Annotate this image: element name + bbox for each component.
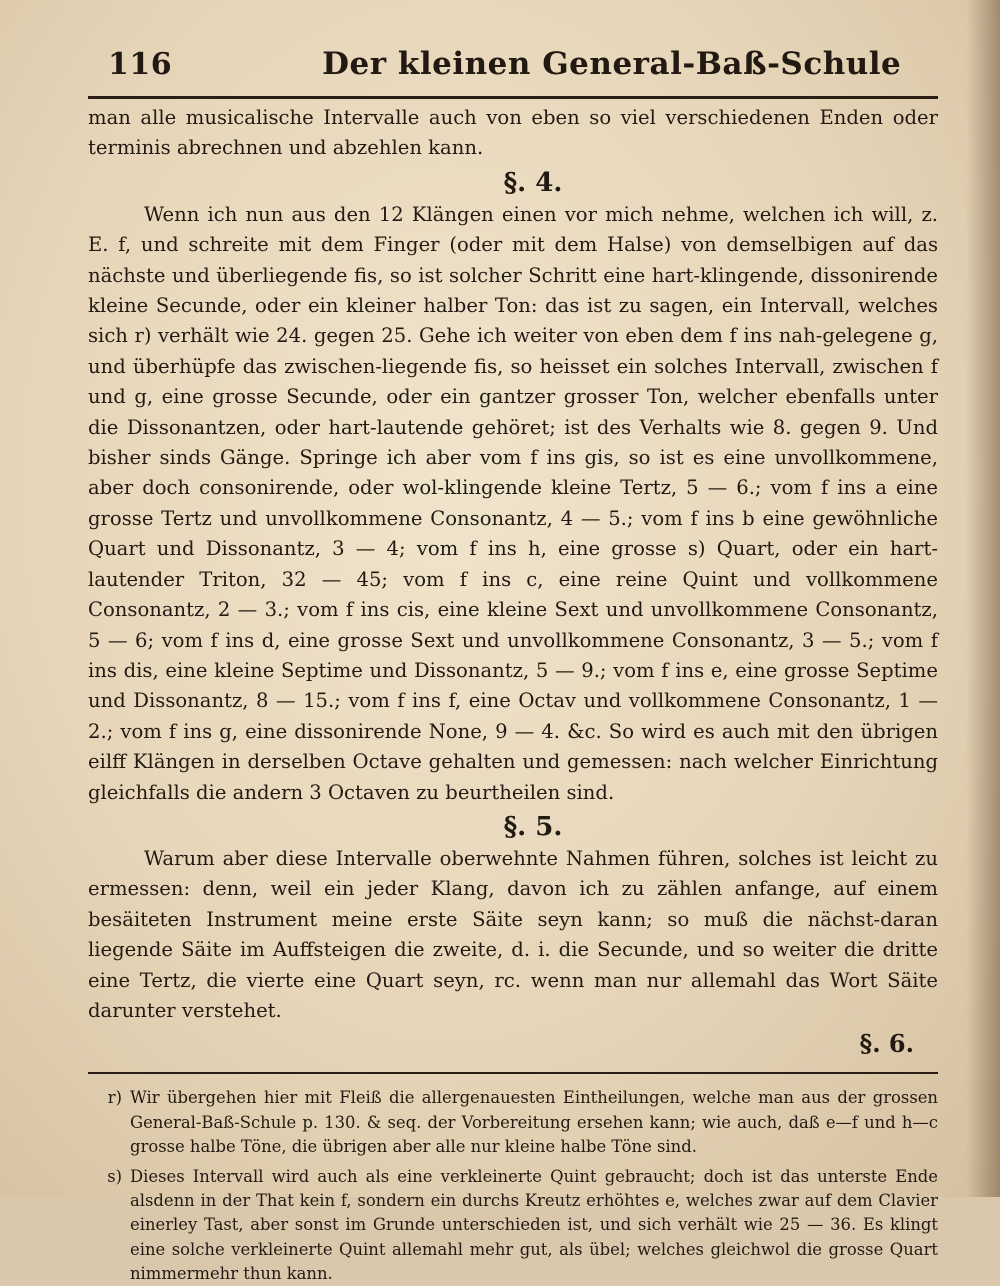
footnote-rule — [88, 1072, 938, 1074]
page-header — [88, 46, 938, 90]
section-4-text: Wenn ich nun aus den 12 Klängen einen vor mich nehme, welchen ich will, z. E. f, und schreite mit dem Finger (oder mit dem Halse) von demselbigen auf das nächste und überliegende fis, so ist solcher Schritt eine hart-klingende, dissonirende kleine Secunde, oder ein kleiner halber Ton: das ist zu sagen, ein Intervall, welches sich r) verhält wie 24. gegen 25. Gehe ich weiter von eben dem f ins nah-gelegene g, und überhüpfe das zwischen-liegende fis, so heisset ein solches Intervall, zwischen f und g, eine grosse Secunde, oder ein gantzer grosser Ton, welcher ebenfalls unter die Dissonantzen, oder hart-lautende gehöret; ist des Verhalts wie 8. gegen 9. Und bisher sinds Gänge. Springe ich aber vom f ins gis, so ist es eine unvollkommene, aber doch consonirende, oder wol-klingende kleine Tertz, 5 — 6.; vom f ins a eine grosse Tertz und unvollkommene Consonantz, 4 — 5.; vom f ins b eine gewöhnliche Quart und Dissonantz, 3 — 4; vom f ins h, eine grosse s) Quart, oder ein hart-lautender Triton, 32 — 45; vom f ins c, eine reine Quint und vollkommene Consonantz, 2 — 3.; vom f ins cis, eine kleine Sext und unvollkommene Consonantz, 5 — 6; vom f ins d, eine grosse Sext und unvollkommene Consonantz, 3 — 5.; vom f ins dis, eine kleine Septime und Dissonantz, 5 — 9.; vom f ins e, eine grosse Septime und Dissonantz, 8 — 15.; vom f ins f, eine Octav und vollkommene Consonantz, 1 — 2.; vom f ins g, eine dissonirende None, 9 — 4. &c. So wird es auch mit den übrigen eilff Klängen in derselben Octave gehalten und gemessen: nach welcher Einrichtung gleichfalls die andern 3 Octaven zu beurtheilen sind. — [88, 202, 938, 804]
intro-text: man alle musicalische Intervalle auch von eben so viel verschiedenen Enden oder terminis abrechnen und abzehlen kann. — [88, 106, 938, 160]
footnote-text: Dieses Intervall wird auch als eine verkleinerte Quint gebraucht; doch ist das unterste Ende alsdenn in der That kein f, sondern ein durchs Kreutz erhöhtes e, welches zwar auf dem Clavier einerley Tast, aber sonst im Grunde unterschieden ist, und sich verhält wie 25 — 36. Es klingt eine solche verkleinerte Quint allemahl mehr gut, als übel; welches gleichwol die grosse Quart nimmermehr thun kann. — [130, 1166, 938, 1283]
section-mark-5: §. 5. — [503, 811, 563, 842]
footnote-text: Wir übergehen hier mit Fleiß die allergenauesten Eintheilungen, welche man aus der grossen General-Baß-Schule p. 130. & seq. der Vorbereitung ersehen kann; wie auch, daß e—f und h—c grosse halbe Töne, die übrigen aber alle nur kleine halbe Töne sind. — [130, 1088, 938, 1156]
header-rule — [88, 96, 938, 99]
running-title: Der kleinen General-Baß-Schule — [322, 46, 902, 82]
footnote — [88, 1165, 938, 1286]
footnote-marker: r) — [107, 1088, 122, 1108]
page-edge-shadow — [966, 0, 1000, 1197]
footnotes — [88, 1086, 938, 1286]
page-number: 116 — [108, 47, 173, 82]
next-section-mark: §. 6. — [859, 1029, 914, 1059]
section-mark-4: §. 4. — [503, 167, 563, 198]
footnote — [88, 1086, 938, 1159]
section-5-text: Warum aber diese Intervalle oberwehnte Nahmen führen, solches ist leicht zu ermessen: denn, weil ein jeder Klang, davon ich zu zählen anfange, auf einem besäiteten Instrument meine erste Säite seyn kann; so muß die nächst-daran liegende Säite im Auffsteigen die zweite, d. i. die Secunde, und so weiter die dritte eine Tertz, die vierte eine Quart seyn, rc. wenn man nur allemahl das Wort Säite darunter verstehet. — [88, 846, 938, 1022]
footnote-marker: s) — [107, 1166, 122, 1186]
